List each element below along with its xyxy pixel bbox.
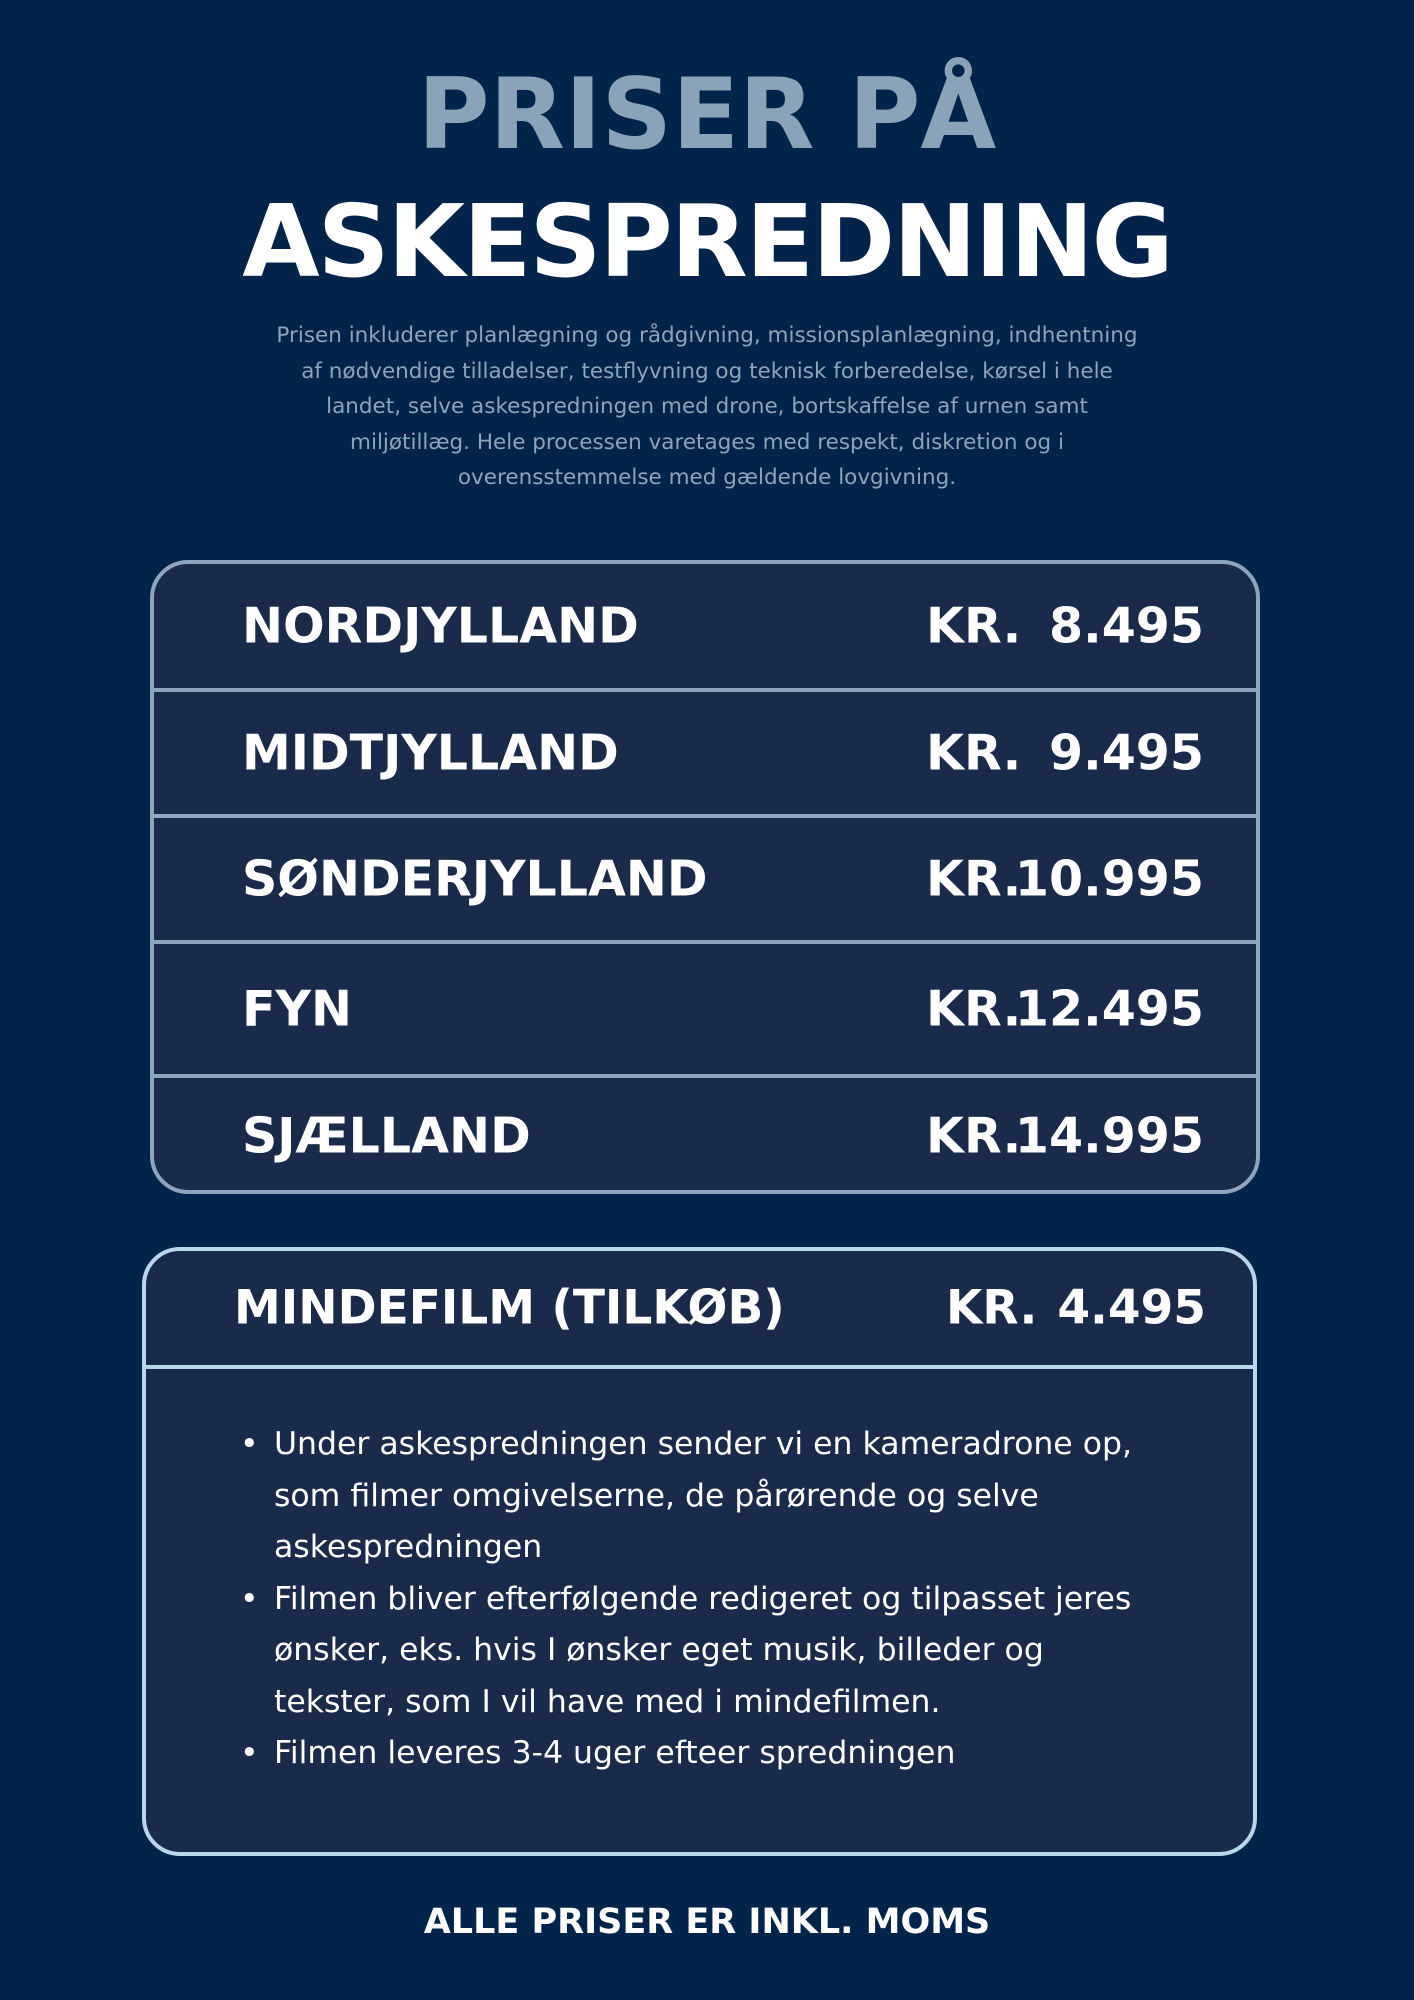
price-row-fyn bbox=[154, 944, 1256, 1078]
intro-line: landet, selve askespredningen med drone, bortskaffelse af urnen samt bbox=[326, 394, 1088, 419]
title-line-1: PRISER PÅ bbox=[417, 58, 997, 172]
price-amount: 10.995 bbox=[1014, 850, 1204, 908]
list-item-line: som filmer omgivelserne, de pårørende og selve bbox=[274, 1477, 1039, 1514]
currency-label: KR. bbox=[926, 850, 1022, 908]
price-row-sonderjylland bbox=[154, 818, 1256, 944]
intro-line: af nødvendige tilladelser, testflyvning og teknisk forberedelse, kørsel i hele bbox=[301, 358, 1113, 384]
addon-price: 4.495 bbox=[1057, 1280, 1206, 1336]
price-amount: 8.495 bbox=[1049, 597, 1204, 655]
intro-text bbox=[270, 318, 1144, 496]
price-row-nordjylland bbox=[154, 564, 1256, 692]
region-name: SJÆLLAND bbox=[242, 1107, 531, 1165]
price-amount: 9.495 bbox=[1049, 724, 1204, 782]
list-item-line: Filmen leveres 3-4 uger efteer spredningen bbox=[274, 1735, 956, 1771]
bullet-marker: • bbox=[240, 1580, 259, 1617]
list-item bbox=[240, 1574, 1174, 1729]
bullet-marker: • bbox=[240, 1735, 259, 1771]
list-item bbox=[240, 1419, 1174, 1574]
addon-box bbox=[142, 1247, 1257, 1856]
list-item-line: askespredningen bbox=[274, 1529, 543, 1565]
addon-header bbox=[146, 1251, 1253, 1369]
region-name: NORDJYLLAND bbox=[242, 597, 639, 655]
addon-bullet-list bbox=[240, 1419, 1174, 1780]
price-amount: 14.995 bbox=[1014, 1107, 1204, 1165]
currency-label: KR. bbox=[926, 597, 1022, 655]
intro-line: miljøtillæg. Hele processen varetages med respekt, diskretion og i bbox=[350, 429, 1064, 455]
list-item-line: Filmen bliver efterfølgende redigeret og tilpasset jeres bbox=[274, 1580, 1132, 1617]
price-row-midtjylland bbox=[154, 692, 1256, 818]
list-item bbox=[240, 1728, 1174, 1780]
region-name: FYN bbox=[242, 980, 352, 1038]
price-amount: 12.495 bbox=[1014, 980, 1204, 1038]
list-item-line: ønsker, eks. hvis I ønsker eget musik, billeder og bbox=[274, 1632, 1044, 1668]
page-title: ASKESPREDNING bbox=[242, 183, 1172, 300]
vat-note: ALLE PRISER ER INKL. MOMS bbox=[423, 1902, 991, 1942]
list-item-line: tekster, som I vil have med i mindefilmen. bbox=[274, 1683, 941, 1720]
currency-label: KR. bbox=[946, 1280, 1038, 1336]
price-row-sjaelland bbox=[154, 1078, 1256, 1194]
intro-line: overensstemmelse med gældende lovgivning. bbox=[457, 465, 957, 490]
price-table bbox=[150, 560, 1260, 1194]
region-name: MIDTJYLLAND bbox=[242, 724, 619, 782]
currency-label: KR. bbox=[926, 724, 1022, 782]
list-item-line: Under askespredningen sender vi en kameradrone op, bbox=[274, 1426, 1132, 1462]
addon-name: MINDEFILM (TILKØB) bbox=[234, 1280, 785, 1336]
region-name: SØNDERJYLLAND bbox=[242, 850, 708, 908]
intro-line: Prisen inkluderer planlægning og rådgivning, missionsplanlægning, indhentning bbox=[276, 323, 1138, 348]
currency-label: KR. bbox=[926, 980, 1022, 1038]
currency-label: KR. bbox=[926, 1107, 1022, 1165]
bullet-marker: • bbox=[240, 1426, 259, 1462]
